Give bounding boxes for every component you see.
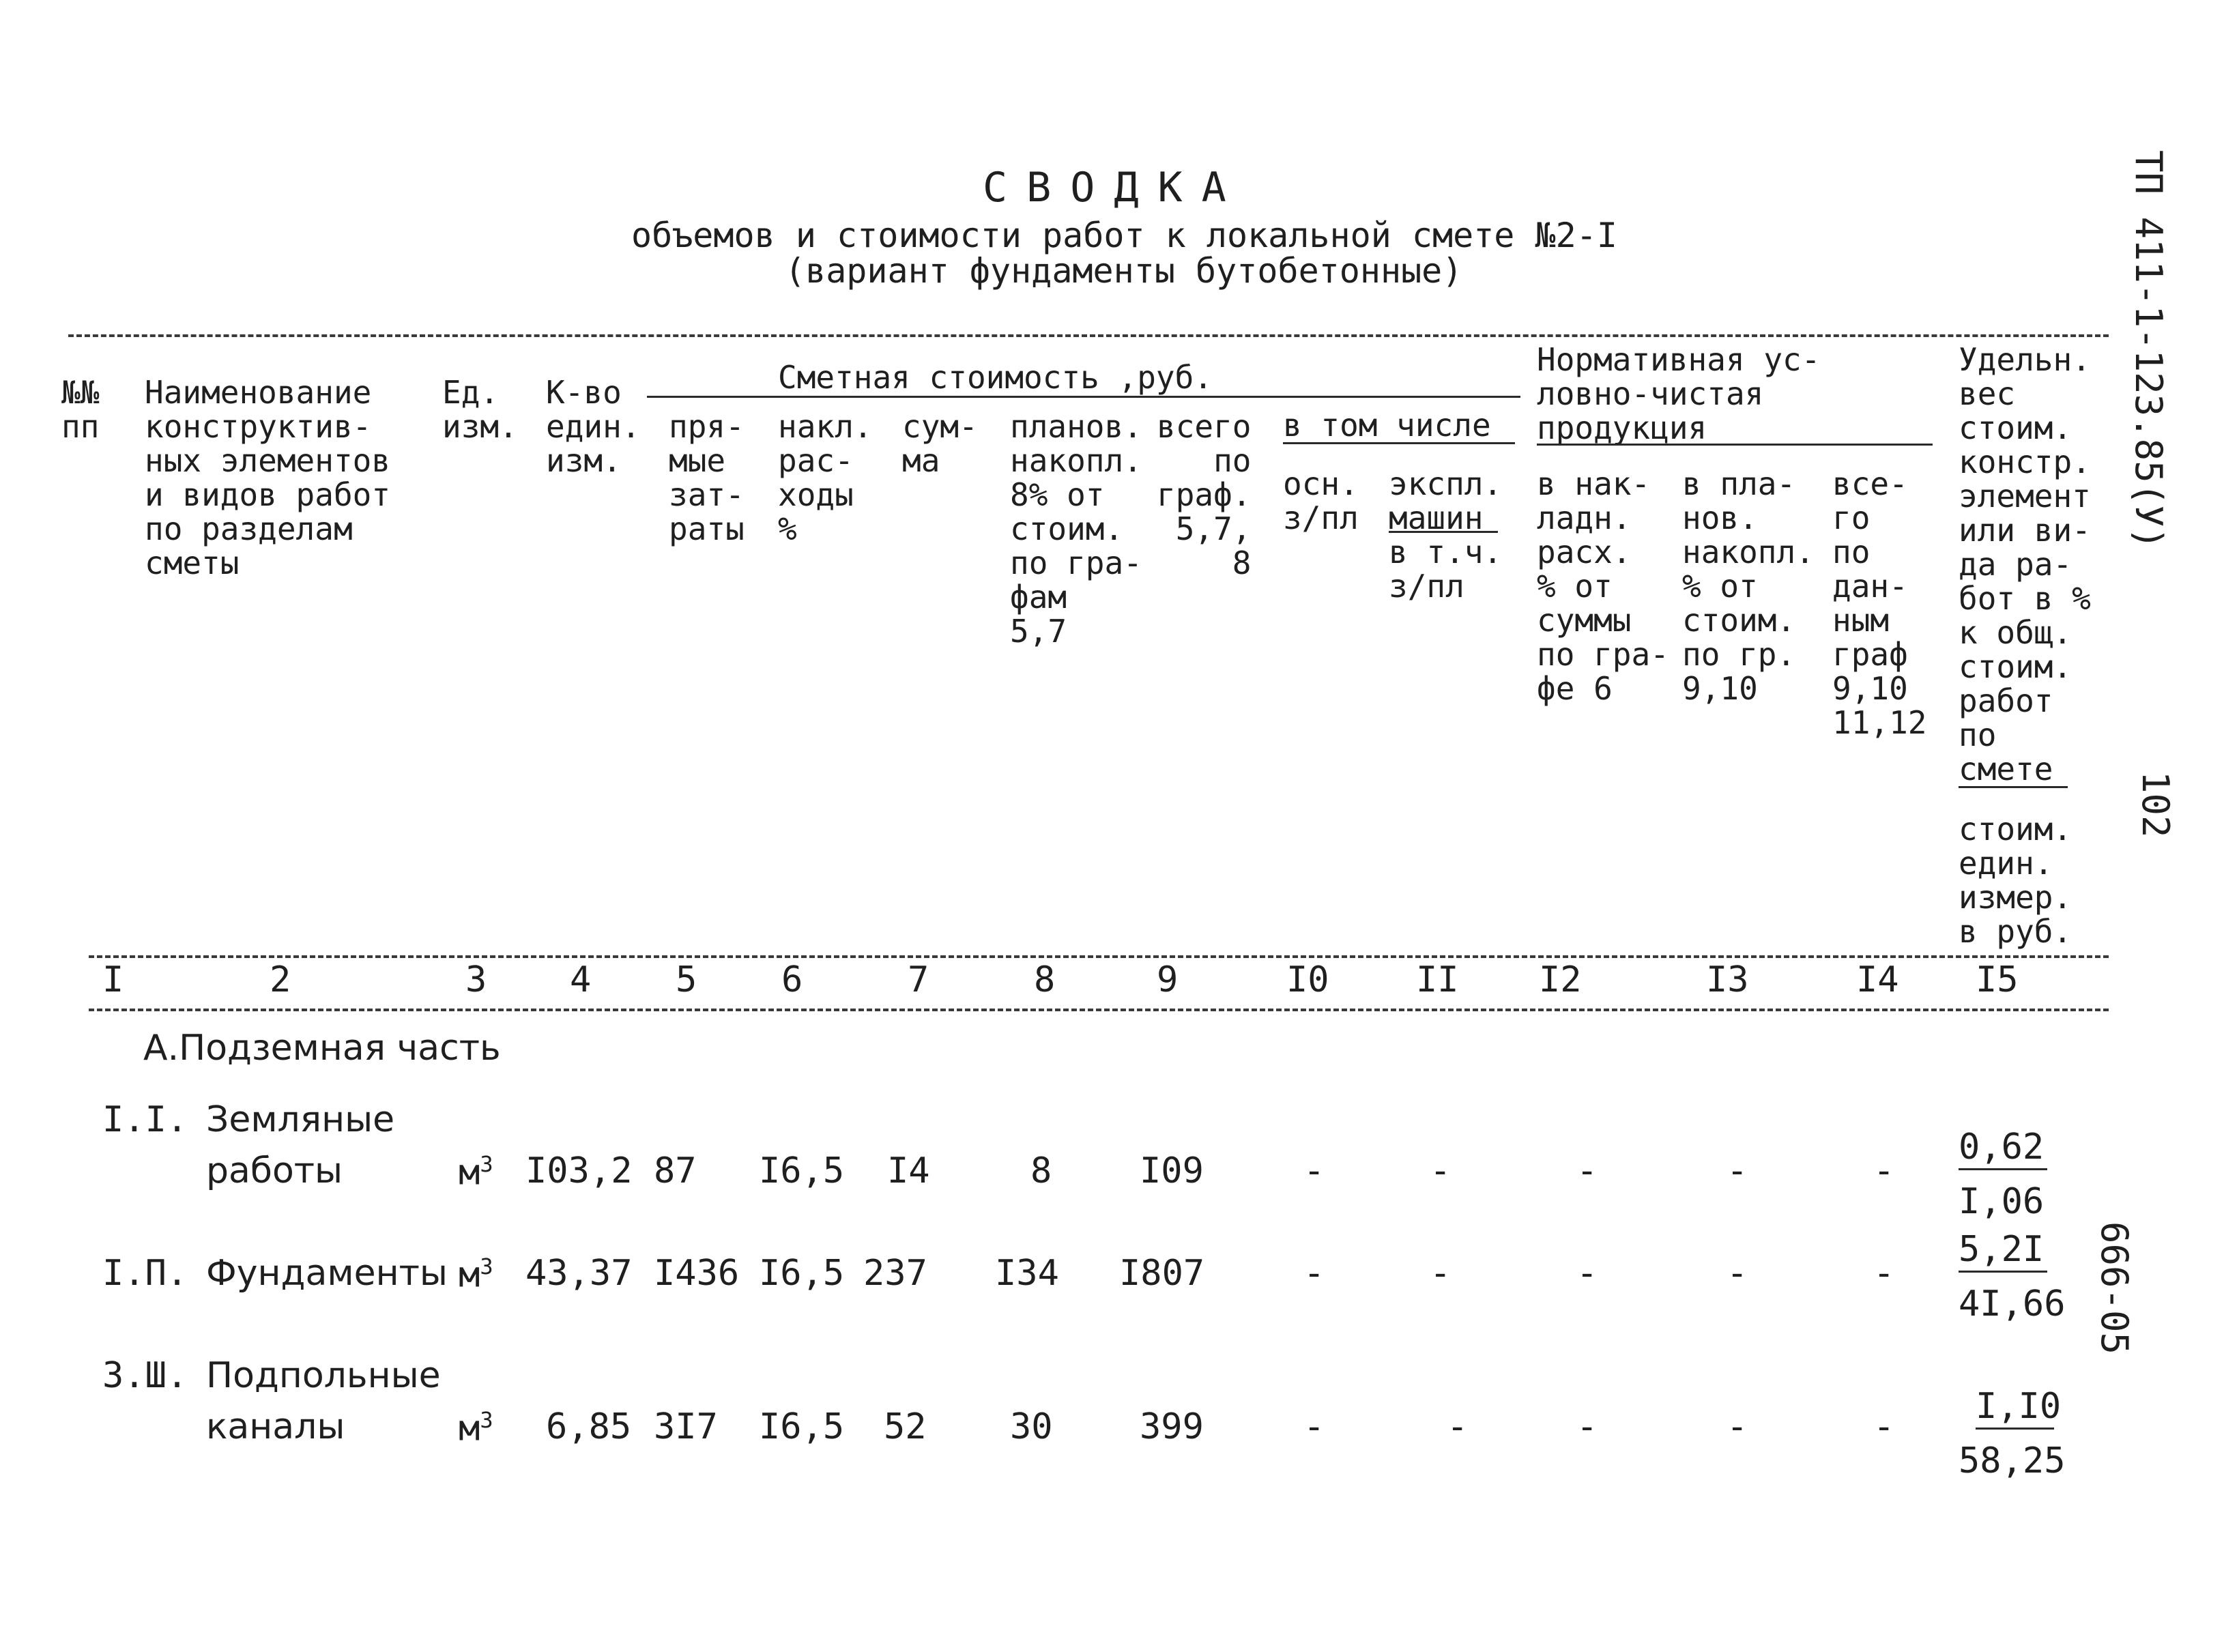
row-normative-overhead: - (1576, 1150, 1598, 1191)
header-planned-percent: в пла- нов. накопл. % от стоим. по гр. 9,10 (1682, 465, 1815, 707)
row-base-wages: - (1303, 1150, 1325, 1191)
header-overhead-percent: в нак- ладн. расх. % от суммы по гра- фе 6 (1537, 465, 1669, 707)
row-sum: 52 (884, 1406, 927, 1447)
colnum-15: I5 (1976, 959, 2019, 1000)
document-subtitle-variant: (вариант фундаменты бутобетонные) (785, 251, 1463, 291)
row-unit: $м^3$ (459, 1151, 493, 1193)
row-machines: - (1430, 1253, 1452, 1294)
header-base-wages: осн. з/пл (1283, 465, 1359, 536)
header-overhead: накл. рас- ходы % (778, 408, 873, 547)
colnum-3: 3 (465, 959, 487, 1000)
colnum-2: 2 (270, 959, 291, 1000)
column-numbers-bottom-rule (89, 1009, 2109, 1011)
row-total: I807 (1119, 1253, 1205, 1294)
colnum-1: I (102, 959, 124, 1000)
row-number: I.I. (102, 1099, 188, 1140)
row-normative-total: - (1873, 1150, 1895, 1191)
header-group-cost-rule (647, 396, 1520, 398)
colnum-14: I4 (1856, 959, 1899, 1000)
header-group-normative-production: Нормативная ус- ловно-чистая продукция (1537, 341, 1821, 446)
row-name-cont: работы (206, 1150, 343, 1191)
header-name: Наименование конструктив- ных элементов и видов работ по разделам сметы (145, 374, 391, 581)
colnum-13: I3 (1706, 959, 1749, 1000)
colnum-8: 8 (1034, 959, 1056, 1000)
row-machines: - (1430, 1150, 1452, 1191)
document-title: СВОДКА (983, 164, 1245, 212)
colnum-6: 6 (781, 959, 803, 1000)
row-normative-overhead: - (1576, 1406, 1598, 1447)
row-fraction-bar (1976, 1428, 2054, 1430)
row-sum: 237 (863, 1253, 927, 1294)
side-code: 666-05 (2093, 1221, 2136, 1355)
row-quantity: 6,85 (546, 1406, 632, 1447)
table-top-rule (68, 334, 2109, 337)
margin-document-code: ТП 411-1-123.85(У) (2127, 150, 2170, 550)
header-group-estimated-cost: Сметная стоимость ,руб. (778, 359, 1213, 396)
header-row-number: №№ пп (61, 374, 100, 445)
row-share-percent: 0,62 (1959, 1127, 2045, 1168)
row-fraction-bar (1959, 1271, 2047, 1273)
row-number: I.П. (102, 1253, 188, 1294)
column-numbers-top-rule (89, 955, 2109, 958)
colnum-11: II (1416, 959, 1459, 1000)
row-unit: $м^3$ (459, 1407, 493, 1449)
header-total-by-columns: все- го по дан- ным граф 9,10 11,12 (1832, 465, 1927, 741)
colnum-4: 4 (570, 959, 592, 1000)
colnum-7: 7 (908, 959, 929, 1000)
row-quantity: 43,37 (525, 1253, 633, 1294)
header-unit-cost: стоим. един. измер. в руб. (1959, 811, 2073, 950)
page-number: 102 (2134, 771, 2177, 838)
row-share-percent: I,I0 (1976, 1386, 2062, 1427)
colnum-5: 5 (676, 959, 697, 1000)
row-fraction-bar (1959, 1168, 2047, 1170)
row-machines: - (1447, 1406, 1469, 1447)
header-normative-rule (1537, 444, 1933, 446)
row-direct-costs: 3I7 (654, 1406, 718, 1447)
colnum-12: I2 (1539, 959, 1582, 1000)
row-name: Фундаменты (206, 1253, 448, 1294)
row-planned: I34 (995, 1253, 1059, 1294)
header-machine-operation: экспл. машин в т.ч. з/пл (1389, 465, 1503, 605)
section-title: А.Подземная часть (143, 1028, 501, 1069)
row-overhead-percent: I6,5 (759, 1406, 845, 1447)
row-name: Земляные (206, 1099, 395, 1140)
row-planned: 8 (1030, 1150, 1052, 1191)
row-base-wages: - (1303, 1406, 1325, 1447)
document-subtitle: объемов и стоимости работ к локальной смете №2-I (631, 216, 1617, 255)
colnum-10: I0 (1286, 959, 1329, 1000)
header-total: всего по граф. 5,7, 8 (1157, 408, 1252, 581)
row-normative-planned: - (1727, 1406, 1748, 1447)
row-overhead-percent: I6,5 (759, 1150, 845, 1191)
row-normative-planned: - (1727, 1150, 1748, 1191)
row-normative-overhead: - (1576, 1253, 1598, 1294)
header-planned-savings: планов. накопл. 8% от стоим. по гра- фам 5,7 (1010, 408, 1142, 650)
header-quantity: К-во един. изм. (546, 374, 641, 479)
row-sum: I4 (887, 1150, 930, 1191)
row-total: 399 (1140, 1406, 1204, 1447)
row-unit-cost: 4I,66 (1959, 1284, 2066, 1324)
row-total: I09 (1140, 1150, 1204, 1191)
header-unit: Ед. изм. (442, 374, 518, 445)
row-unit-cost: I,06 (1959, 1181, 2045, 1222)
header-col15-divider (1959, 786, 2068, 788)
row-normative-total: - (1873, 1406, 1895, 1447)
row-direct-costs: 87 (654, 1150, 697, 1191)
row-normative-planned: - (1727, 1253, 1748, 1294)
colnum-9: 9 (1157, 959, 1179, 1000)
row-unit: $м^3$ (459, 1254, 493, 1296)
row-quantity: I03,2 (525, 1150, 633, 1191)
header-machines-rule (1389, 531, 1498, 533)
row-overhead-percent: I6,5 (759, 1253, 845, 1294)
header-sum: сум- ма (902, 408, 978, 479)
row-share-percent: 5,2I (1959, 1229, 2045, 1270)
header-including-rule (1283, 442, 1515, 444)
header-specific-weight: Удельн. вес стоим. констр. элемент или ви- да ра- бот в % к общ. стоим. работ по смете (1959, 341, 2091, 787)
header-direct-costs: пря- мые зат- раты (669, 408, 745, 547)
row-base-wages: - (1303, 1253, 1325, 1294)
row-normative-total: - (1873, 1253, 1895, 1294)
header-group-including: в том числе (1283, 407, 1491, 444)
row-planned: 30 (1010, 1406, 1053, 1447)
row-name: Подпольные (206, 1355, 441, 1396)
row-name-cont: каналы (206, 1406, 345, 1447)
row-number: 3.Ш. (102, 1355, 188, 1396)
row-unit-cost: 58,25 (1959, 1440, 2066, 1481)
row-direct-costs: I436 (654, 1253, 740, 1294)
